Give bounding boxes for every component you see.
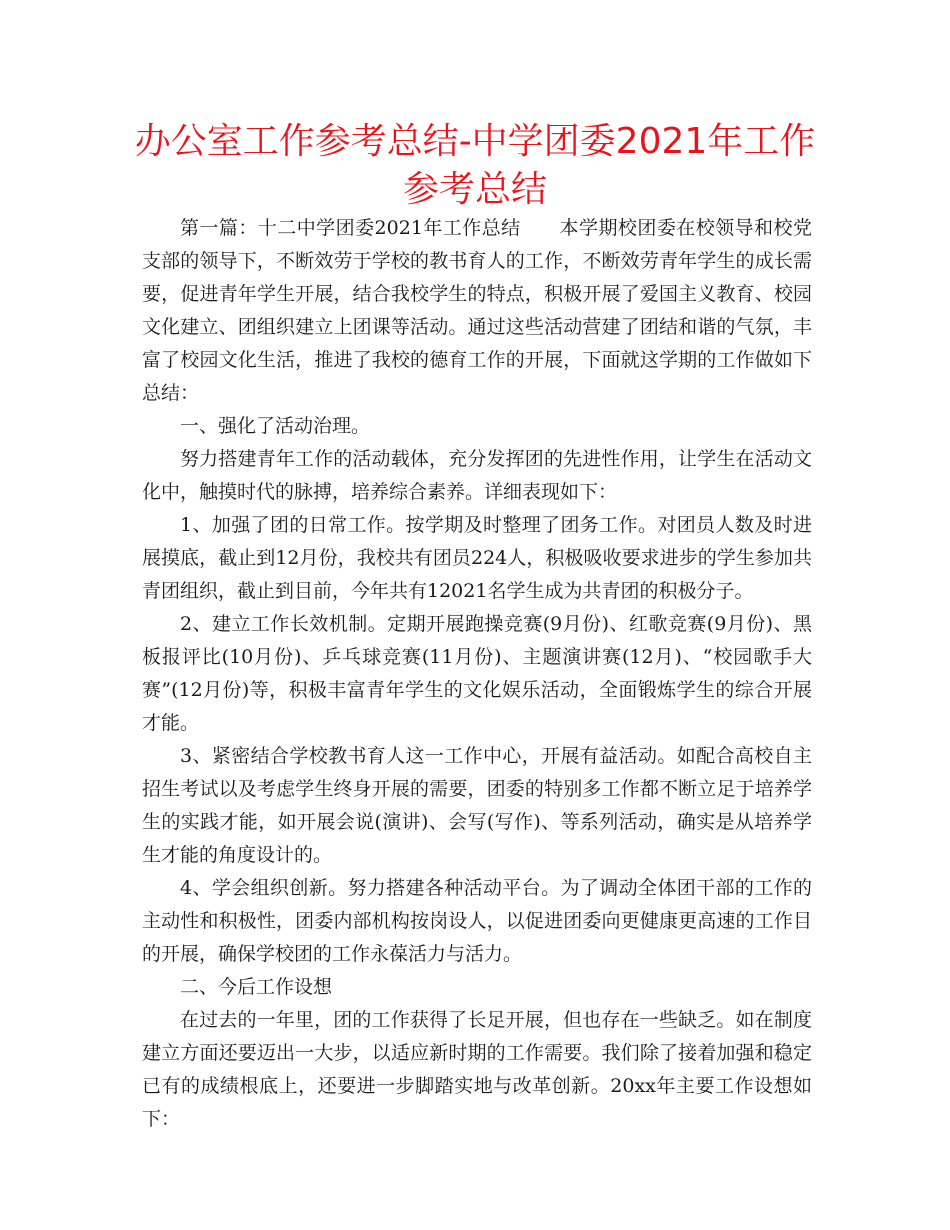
paragraph-item-3: 3、紧密结合学校教书育人这一工作中心，开展有益活动。如配合高校自主招生考试以及考虑学生终身开展的需要，团委的特别多工作都不断立足于培养学生的实践才能，如开展会说(演讲)、会写(写作)、等系列活动，确实是从培养学生才能的角度设计的。 bbox=[142, 745, 812, 866]
section-heading-1: 一、强化了活动治理。 bbox=[180, 415, 371, 437]
paragraph: 努力搭建青年工作的活动载体，充分发挥团的先进性作用，让学生在活动文化中，触摸时代的脉搏，培养综合素养。详细表现如下： bbox=[142, 448, 812, 503]
section-heading-2: 二、今后工作设想 bbox=[180, 976, 333, 998]
paragraph-item-2: 2、建立工作长效机制。定期开展跑操竞赛(9月份)、红歌竞赛(9月份)、黑板报评比(10月份)、乒乓球竞赛(11月份)、主题演讲赛(12月)、“校园歌手大赛”(12月份)等，积极丰富青年学生的文化娱乐活动，全面锻炼学生的综合开展才能。 bbox=[142, 613, 812, 734]
paragraph-intro: 第一篇：十二中学团委2021年工作总结 本学期校团委在校领导和校党支部的领导下，不断效劳于学校的教书育人的工作，不断效劳青年学生的成长需要，促进青年学生开展，结合我校学生的特点，积极开展了爱国主义教育、校园文化建立、团组织建立上团课等活动。通过这些活动营建了团结和谐的气氛，丰富了校园文化生活，推进了我校的德育工作的开展，下面就这学期的工作做如下总结： bbox=[142, 217, 812, 404]
paragraph: 在过去的一年里，团的工作获得了长足开展，但也存在一些缺乏。如在制度建立方面还要迈出一大步，以适应新时期的工作需要。我们除了接着加强和稳定已有的成绩根底上，还要进一步脚踏实地与改革创新。20xx年主要工作设想如下： bbox=[142, 1009, 812, 1130]
paragraph-item-1: 1、加强了团的日常工作。按学期及时整理了团务工作。对团员人数及时进展摸底，截止到12月份，我校共有团员224人，积极吸收要求进步的学生参加共青团组织，截止到目前，今年共有12021名学生成为共青团的积极分子。 bbox=[142, 514, 812, 602]
document-body bbox=[142, 212, 812, 1136]
document-title: 办公室工作参考总结-中学团委2021年工作参考总结 bbox=[134, 121, 816, 210]
paragraph-item-4: 4、学会组织创新。努力搭建各种活动平台。为了调动全体团干部的工作的主动性和积极性，团委内部机构按岗设人，以促进团委向更健康更高速的工作目的开展，确保学校团的工作永葆活力与活力。 bbox=[142, 877, 812, 965]
